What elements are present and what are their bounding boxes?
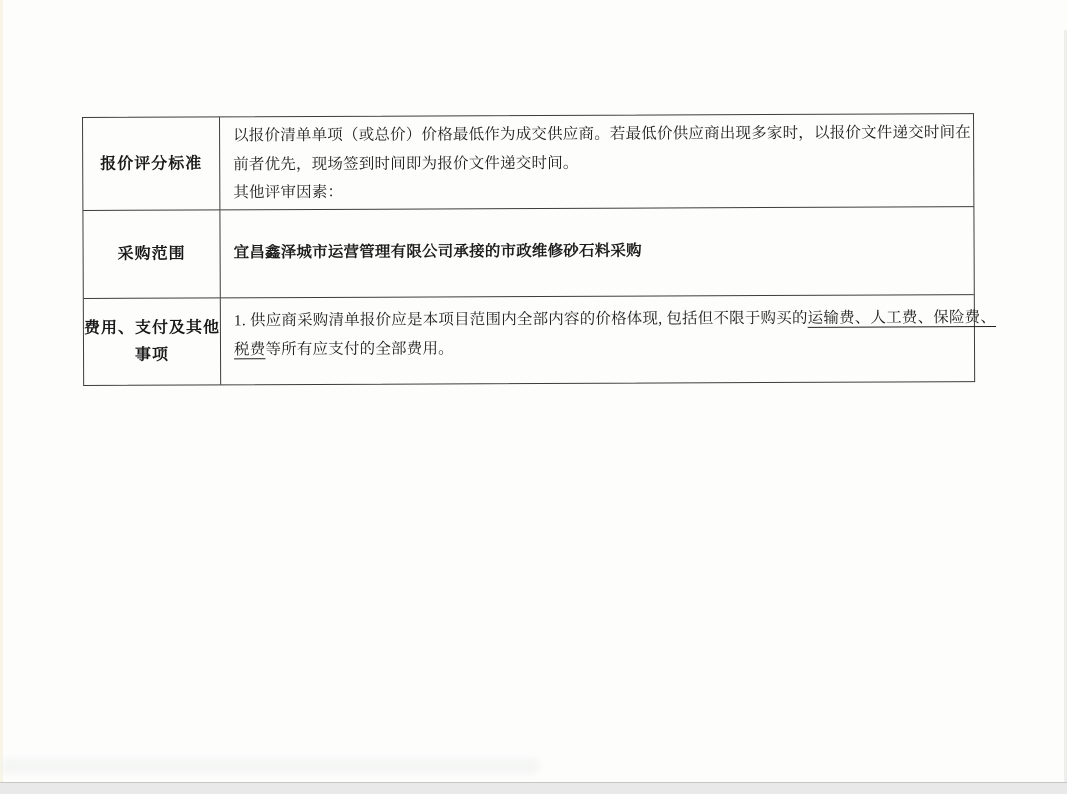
row-content-cell (220, 114, 977, 209)
row-label-cell (84, 298, 221, 385)
row-content-cell (221, 295, 1003, 384)
content-line (234, 333, 996, 365)
content-segment-underlined: 运输费、人工费、保险费、 (807, 309, 997, 327)
row-label-cell (83, 117, 220, 210)
procurement-info-table (82, 113, 997, 386)
table-row-quote-scoring (83, 114, 973, 210)
row-label-cell (83, 210, 220, 298)
content-segment-underlined: 税费 (233, 340, 266, 358)
table-row-procurement-scope (83, 206, 973, 298)
content-line: 其他评审因素： (233, 183, 344, 202)
content-line: 宜昌鑫泽城市运营管理有限公司承接的市政维修砂石料采购 (233, 242, 642, 262)
page-left-edge (0, 0, 3, 794)
content-segment: 1. 供应商采购清单报价应是本项目范围内全部内容的价格体现, 包括但不限于购买的 (233, 309, 808, 330)
content-line: 前者优先，现场签到时间即为报价文件递交时间。 (233, 154, 579, 173)
row-label: 报价评分标准 (100, 154, 203, 173)
content-line: 以报价清单单项（或总价）价格最低作为成交供应商。若最低价供应商出现多家时，以报价文件递交时间在 (233, 124, 972, 145)
content-segment: 等所有应支付的全部费用。 (265, 339, 454, 358)
row-content-cell (220, 207, 973, 297)
row-label: 采购范围 (117, 245, 186, 263)
row-label-line: 事项 (134, 346, 170, 364)
row-label-line: 费用、支付及其他 (83, 319, 220, 337)
table-row-fees-payment (83, 294, 997, 385)
content-line (234, 304, 996, 336)
page-bottom-edge (0, 782, 1067, 794)
scan-smudge (0, 758, 540, 774)
